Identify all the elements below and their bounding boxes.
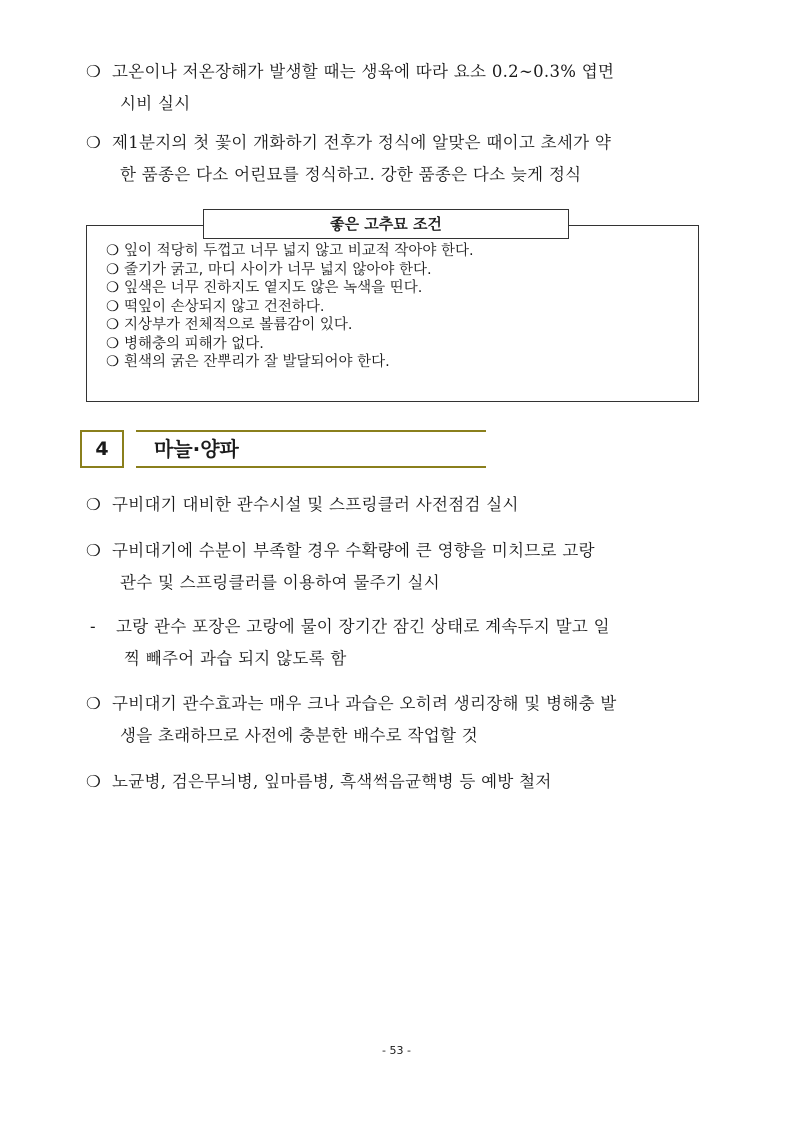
page-number: - 53 -	[382, 1044, 411, 1057]
section-paragraph-3	[86, 688, 726, 752]
list-item: ❍ 잎색은 너무 진하지도 옅지도 않은 녹색을 띤다.	[106, 280, 423, 296]
circle-bullet-icon: ❍	[106, 298, 119, 315]
paragraph-line: 고랑 관수 포장은 고랑에 물이 장기간 잠긴 상태로 계속두지 말고 일	[116, 617, 610, 636]
paragraph-line: 생을 초래하므로 사전에 충분한 배수로 작업할 것	[120, 726, 479, 745]
circle-bullet-icon: ❍	[86, 541, 102, 560]
conditions-list	[106, 242, 474, 372]
section-number: 4	[80, 430, 124, 468]
section-paragraph-2	[86, 535, 726, 599]
paragraph-line: 고온이나 저온장해가 발생할 때는 생육에 따라 요소 0.2∼0.3% 엽면	[112, 62, 615, 81]
intro-paragraph-1	[86, 56, 726, 120]
section-paragraph-1	[86, 489, 726, 521]
circle-bullet-icon: ❍	[86, 62, 102, 81]
circle-bullet-icon: ❍	[86, 772, 102, 791]
circle-bullet-icon: ❍	[106, 261, 119, 278]
section-paragraph-4	[86, 766, 726, 798]
list-item: ❍ 지상부가 전체적으로 볼륨감이 있다.	[106, 317, 353, 333]
list-item: ❍ 흰색의 굵은 잔뿌리가 잘 발달되어야 한다.	[106, 354, 390, 370]
box-title: 좋은 고추묘 조건	[203, 209, 569, 239]
circle-bullet-icon: ❍	[106, 317, 119, 333]
section-subparagraph-dash	[90, 611, 730, 675]
paragraph-line: 구비대기에 수분이 부족할 경우 수확량에 큰 영향을 미치므로 고랑	[112, 541, 595, 560]
dash-bullet: -	[90, 617, 96, 636]
list-item: ❍ 잎이 적당히 두껍고 너무 넓지 않고 비교적 작아야 한다.	[106, 243, 474, 259]
list-item: ❍ 병해충의 피해가 없다.	[106, 335, 264, 352]
list-item: ❍ 떡잎이 손상되지 않고 건전하다.	[106, 298, 325, 315]
paragraph-line: 관수 및 스프링클러를 이용하여 물주기 실시	[120, 573, 441, 592]
circle-bullet-icon: ❍	[106, 335, 119, 352]
circle-bullet-icon: ❍	[86, 495, 102, 514]
paragraph-line: 한 품종은 다소 어린묘를 정식하고. 강한 품종은 다소 늦게 정식	[120, 165, 582, 184]
circle-bullet-icon: ❍	[86, 133, 102, 152]
paragraph-line: 노균병, 검은무늬병, 잎마름병, 흑색썩음균핵병 등 예방 철저	[112, 772, 552, 791]
circle-bullet-icon: ❍	[86, 694, 102, 713]
section-title: 마늘·양파	[136, 430, 486, 468]
paragraph-line: 구비대기 관수효과는 매우 크나 과습은 오히려 생리장해 및 병해충 발	[112, 694, 617, 713]
intro-paragraph-2	[86, 127, 726, 191]
circle-bullet-icon: ❍	[106, 243, 119, 259]
paragraph-line: 시비 실시	[120, 94, 191, 113]
circle-bullet-icon: ❍	[106, 354, 119, 370]
paragraph-line: 제1분지의 첫 꽃이 개화하기 전후가 정식에 알맞은 때이고 초세가 약	[112, 133, 612, 152]
paragraph-line: 찍 빼주어 과습 되지 않도록 함	[124, 649, 347, 668]
paragraph-line: 구비대기 대비한 관수시설 및 스프링클러 사전점검 실시	[112, 495, 519, 514]
list-item: ❍ 줄기가 굵고, 마디 사이가 너무 넓지 않아야 한다.	[106, 261, 432, 278]
circle-bullet-icon: ❍	[106, 280, 119, 296]
